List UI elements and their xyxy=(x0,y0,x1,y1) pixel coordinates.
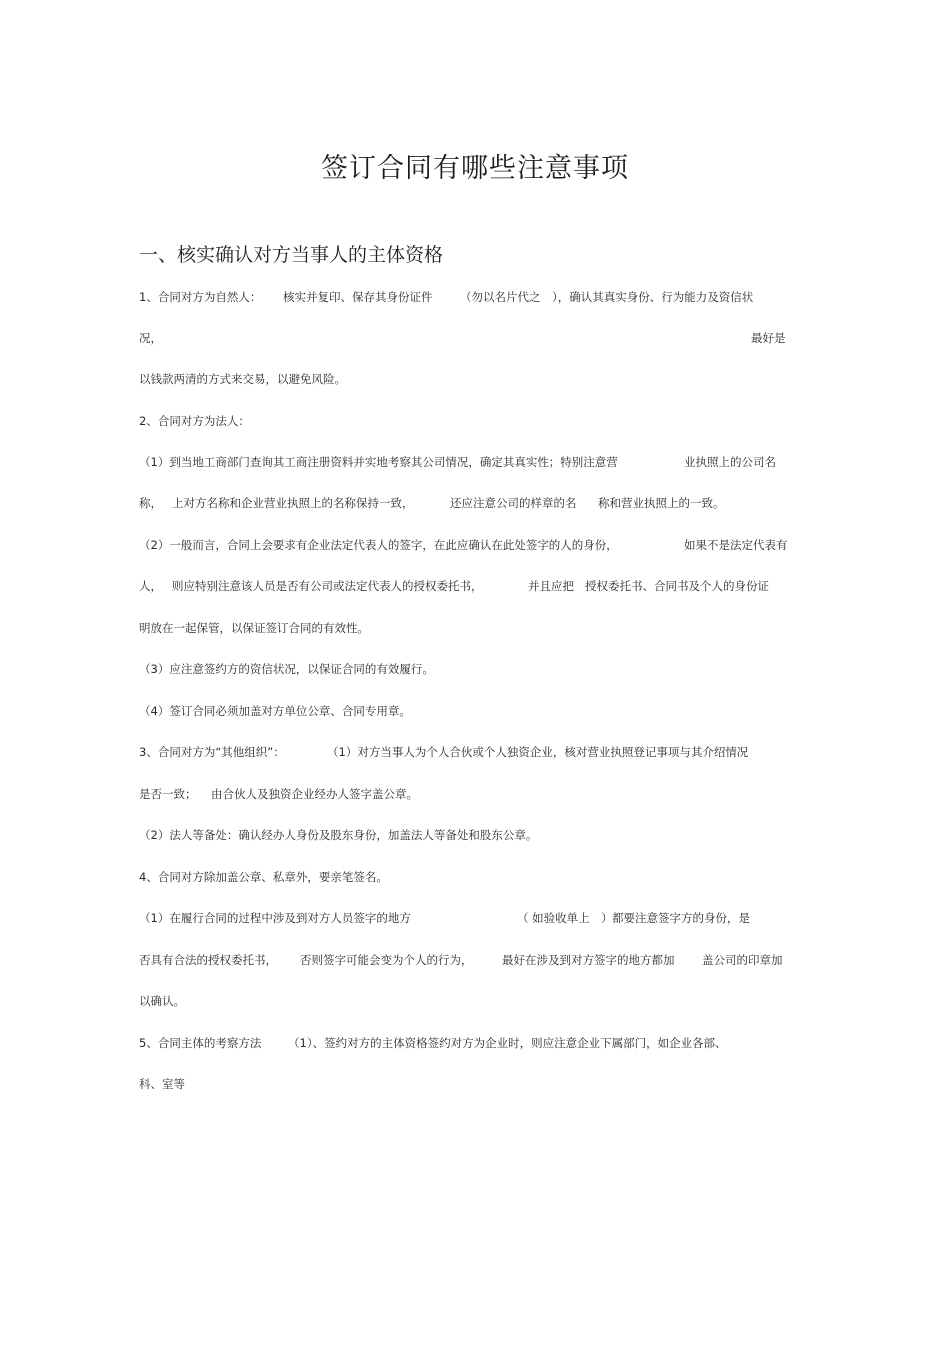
text-segment: （1）在履行合同的过程中涉及到对方人员签字的地方 xyxy=(139,911,411,925)
text-segment: （1）、签约对方的主体资格签约对方为企业时，则应注意企业下属部门，如企业各部、 xyxy=(288,1036,727,1050)
text-segment: （ 如验收单上 ） xyxy=(517,911,613,925)
text-segment: （4）签订合同必须加盖对方单位公章、合同专用章。 xyxy=(139,704,411,718)
text-segment: 称和营业执照上的一致。 xyxy=(598,496,725,510)
text-segment: 授权委托书、合同书及个人的身份证 xyxy=(585,579,769,593)
text-segment: 还应注意公司的样章的名 xyxy=(450,496,577,510)
text-segment: 则应特别注意该人员是否有公司或法定代表人的授权委托书， xyxy=(172,579,483,593)
text-segment: 都要注意签字方的身份，是 xyxy=(612,911,750,925)
document-title: 签订合同有哪些注意事项 xyxy=(321,153,629,184)
text-segment: 5、合同主体的考察方法 xyxy=(139,1036,262,1050)
text-segment: 1、合同对方为自然人： xyxy=(139,290,262,304)
text-segment: 由合伙人及独资企业经办人签字盖公章。 xyxy=(211,787,418,801)
text-segment: 称， xyxy=(139,496,162,510)
text-segment: 以钱款两清的方式来交易，以避免风险。 xyxy=(139,372,346,386)
section-heading: 一、核实确认对方当事人的主体资格 xyxy=(139,244,444,266)
text-segment: 业执照上的公司名 xyxy=(684,455,776,469)
text-segment: 否具有合法的授权委托书， xyxy=(139,953,277,967)
text-segment: 明放在一起保管，以保证签订合同的有效性。 xyxy=(139,621,369,635)
text-segment: （2）法人等备处：确认经办人身份及股东身份，加盖法人等备处和股东公章。 xyxy=(139,828,538,842)
text-segment: 最好在涉及到对方签字的地方都加 xyxy=(502,953,675,967)
text-segment: 并且应把 xyxy=(528,579,574,593)
text-segment: （1）对方当事人为个人合伙或个人独资企业，核对营业执照登记事项与其介绍情况 xyxy=(327,745,749,759)
text-segment: 科、室等 xyxy=(139,1077,185,1091)
text-segment: 以确认。 xyxy=(139,994,185,1008)
text-segment: （1）到当地工商部门查询其工商注册资料并实地考察其公司情况，确定其真实性；特别注意营 xyxy=(139,455,618,469)
text-segment: 核实并复印、保存其身份证件 xyxy=(283,290,433,304)
text-segment: 盖公司的印章加 xyxy=(702,953,783,967)
text-segment: 人， xyxy=(139,579,162,593)
text-segment: （勿以名片代之 ），确认其真实身份、行为能力及资信状 xyxy=(460,290,754,304)
text-segment: （2）一般而言，合同上会要求有企业法定代表人的签字，在此应确认在此处签字的人的身份， xyxy=(139,538,618,552)
text-segment: 3、合同对方为“其他组织”： xyxy=(139,745,285,759)
text-segment: 否则签字可能会变为个人的行为， xyxy=(300,953,473,967)
text-segment: 2、合同对方为法人： xyxy=(139,414,250,428)
text-segment: 上对方名称和企业营业执照上的名称保持一致， xyxy=(172,496,414,510)
text-segment: 况， xyxy=(139,331,162,345)
text-segment: 如果不是法定代表有 xyxy=(684,538,788,552)
text-segment: 是否一致； xyxy=(139,787,197,801)
text-segment: 4、合同对方除加盖公章、私章外，要亲笔签名。 xyxy=(139,870,388,884)
text-segment: 最好是 xyxy=(751,331,786,345)
text-segment: （3）应注意签约方的资信状况，以保证合同的有效履行。 xyxy=(139,662,434,676)
